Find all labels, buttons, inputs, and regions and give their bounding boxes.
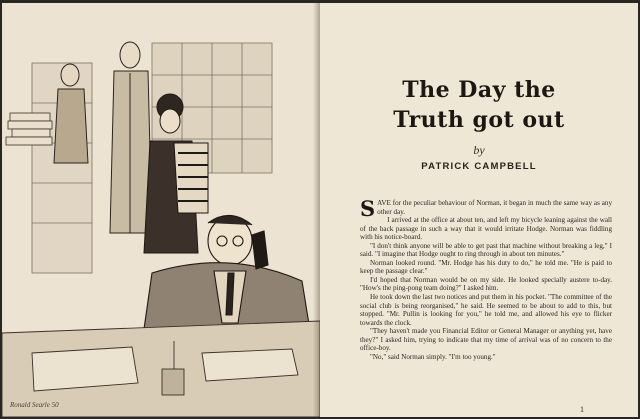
left-page-illustration: [2, 3, 320, 417]
article-title-line-2: Truth got out: [393, 107, 565, 133]
paragraph: "They haven't made you Financial Editor or General Manager or anything yet, have they?" I asked him, trying to indicate that my time of arrival was of no concern to the office-boy.: [360, 327, 612, 353]
article-title-line-1: The Day the: [402, 77, 556, 103]
author-name: PATRICK CAMPBELL: [421, 161, 537, 172]
right-page-article: [320, 3, 638, 417]
drop-cap: S: [360, 196, 376, 221]
paragraph: I'd hoped that Norman would be on my side. He looked specially austere to-day. "How's the ping-pong team doing?" I asked him.: [360, 275, 612, 293]
first-paragraph-text: AVE for the peculiar behaviour of Norman, it began in much the same way as any other day.: [377, 199, 612, 216]
byline-by: by: [473, 143, 485, 157]
office-illustration: [2, 3, 320, 417]
page-number: 1: [580, 405, 584, 414]
paragraph: Norman looked round. "Mr. Hodge has his duty to do," he told me. "He is paid to keep the passage clear.": [360, 258, 612, 276]
paragraph: He took down the last two notices and put them in his pocket. "The committee of the social club is being reorganised," he said. He seemed to be about to add to this, but stopped. "Mr. Pullin is looking for you," he told me, and allowed his eye to flicker towards the clock.: [360, 293, 612, 327]
paragraph: "I don't think anyone will be able to get past that machine without breaking a leg," I said. "I imagine that Hodge ought to ring through in about ten minutes.": [360, 241, 612, 259]
article-body: [360, 196, 612, 361]
paragraph: "No," said Norman simply. "I'm too young.": [370, 352, 496, 361]
illustrator-signature: Ronald Searle 50: [10, 401, 59, 409]
first-paragraph: [360, 196, 612, 221]
paragraph: I arrived at the office at about ten, and left my bicycle leaning against the wall of the back passage in such a way that it would irritate Hodge. Norman was fiddling with his notice-board.: [360, 216, 612, 242]
